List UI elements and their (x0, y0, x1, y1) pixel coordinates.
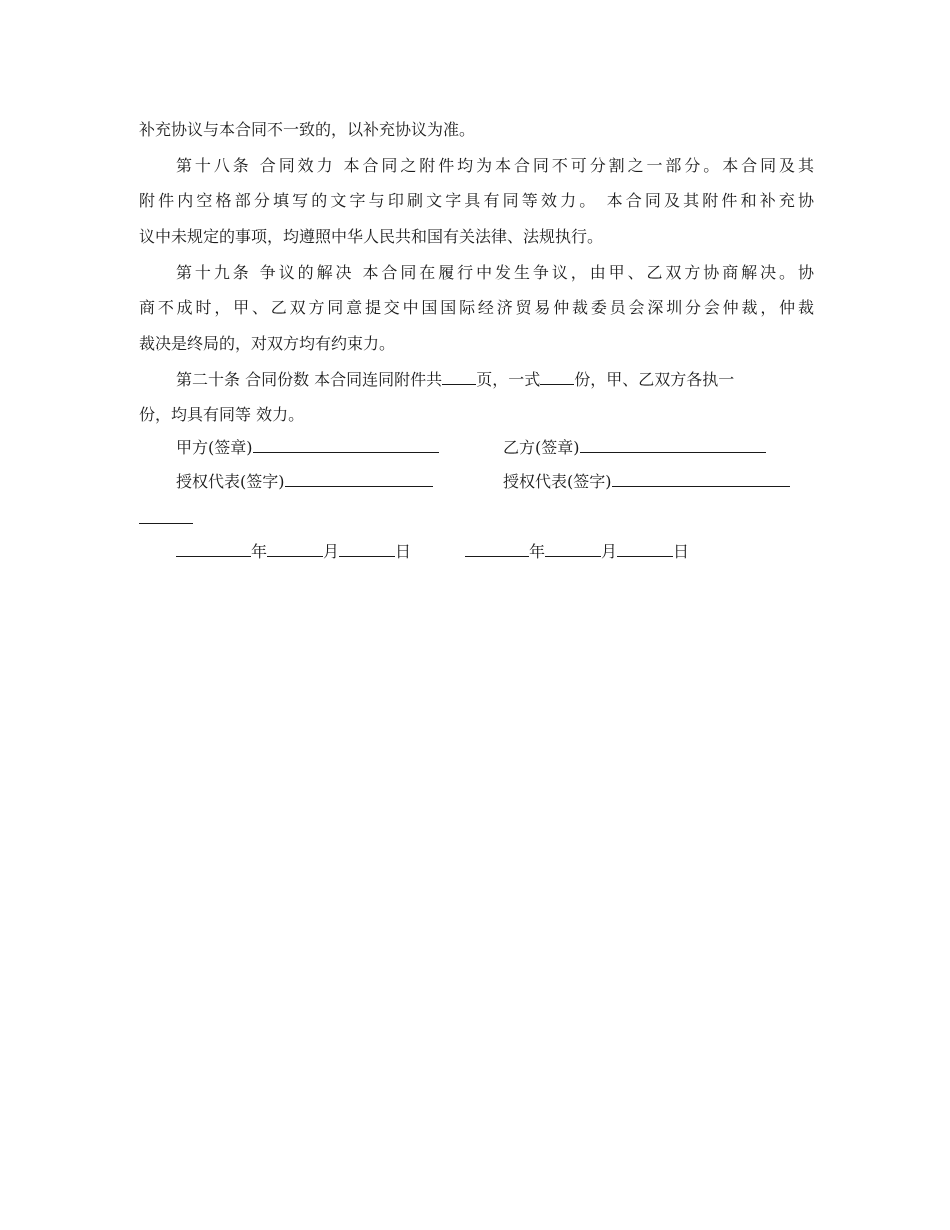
clause-18-line-1: 第十八条 合同效力 本合同之附件均为本合同不可分割之一部分。本合同及其 (176, 156, 814, 175)
party-a-seal-row (176, 438, 439, 458)
clause-18-line-2: 附件内空格部分填写的文字与印刷文字具有同等效力。 本合同及其附件和补充协 (139, 191, 814, 210)
rep-b-label: 授权代表(签字) (503, 472, 612, 491)
date-b-year-blank (465, 542, 529, 557)
party-a-seal-blank (253, 438, 439, 453)
date-a-day: 日 (395, 542, 412, 561)
date-b-month-blank (545, 542, 601, 557)
date-a-month: 月 (323, 542, 340, 561)
date-b-day: 日 (673, 542, 690, 561)
rep-a-row (176, 472, 433, 492)
party-b-seal-blank (580, 438, 766, 453)
party-b-seal-label: 乙方(签章) (503, 438, 580, 457)
clause-19-line-2: 商不成时，甲、乙双方同意提交中国国际经济贸易仲裁委员会深圳分会仲裁，仲裁 (139, 298, 814, 317)
rep-a-label: 授权代表(签字) (176, 472, 285, 491)
party-b-seal-row (503, 438, 766, 458)
date-b-row (465, 542, 689, 562)
clause-18-line-3: 议中未规定的事项，均遵照中华人民共和国有关法律、法规执行。 (139, 227, 604, 246)
rep-b-blank-wrap (139, 523, 193, 524)
clause-20-line-2: 份，均具有同等 效力。 (139, 405, 305, 424)
clause-20-text-c: 份，甲、乙双方各执一 (574, 370, 735, 389)
clause-20-line-1 (176, 370, 814, 390)
date-a-day-blank (339, 542, 395, 557)
date-a-row (176, 542, 411, 562)
rep-b-blank (612, 472, 790, 487)
clause-17-tail: 补充协议与本合同不一致的，以补充协议为准。 (139, 120, 476, 139)
rep-a-blank (285, 472, 433, 487)
date-b-year: 年 (529, 542, 546, 561)
clause-19-line-3: 裁决是终局的，对双方均有约束力。 (139, 334, 396, 353)
copy-count-blank (540, 370, 574, 385)
date-a-year-blank (176, 542, 251, 557)
clause-19-line-1: 第十九条 争议的解决 本合同在履行中发生争议，由甲、乙双方协商解决。协 (176, 263, 814, 282)
date-a-year: 年 (251, 542, 268, 561)
date-a-month-blank (267, 542, 323, 557)
clause-20-text-a: 第二十条 合同份数 本合同连同附件共 (176, 370, 443, 389)
party-a-seal-label: 甲方(签章) (176, 438, 253, 457)
date-b-month: 月 (601, 542, 618, 561)
rep-b-row (503, 472, 790, 492)
clause-20-text-b: 页，一式 (476, 370, 541, 389)
date-b-day-blank (617, 542, 673, 557)
page-count-blank (442, 370, 476, 385)
